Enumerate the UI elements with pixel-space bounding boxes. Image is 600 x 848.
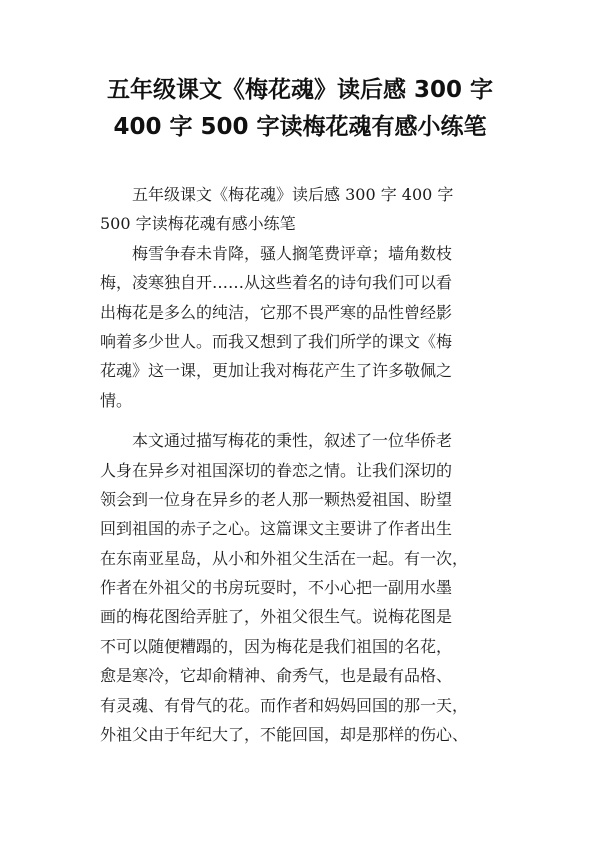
text-line: 本文通过描写梅花的秉性，叙述了一位华侨老 xyxy=(100,431,453,451)
text-line: 画的梅花图给弄脏了，外祖父很生气。说梅花图是 xyxy=(100,607,453,627)
document-title xyxy=(0,72,600,146)
paragraph-1 xyxy=(100,239,508,415)
text-line: 500 字读梅花魂有感小练笔 xyxy=(100,214,296,234)
paragraph-2 xyxy=(100,426,508,749)
text-line: 领会到一位身在异乡的老人那一颗热爱祖国、盼望 xyxy=(100,489,453,509)
text-line: 作者在外祖父的书房玩耍时，不小心把一副用水墨 xyxy=(100,578,453,598)
text-line: 回到祖国的赤子之心。这篇课文主要讲了作者出生 xyxy=(100,519,453,539)
subtitle-paragraph xyxy=(100,180,508,239)
text-line: 不可以随便糟蹋的，因为梅花是我们祖国的名花， xyxy=(100,636,453,656)
text-line: 花魂》这一课，更加让我对梅花产生了许多敬佩之 xyxy=(100,361,453,381)
text-line: 愈是寒冷，它却俞精神、俞秀气，也是最有品格、 xyxy=(100,666,453,686)
text-line: 有灵魂、有骨气的花。而作者和妈妈回国的那一天， xyxy=(100,695,469,715)
document-body xyxy=(100,180,508,749)
text-line: 在东南亚星岛，从小和外祖父生活在一起。有一次， xyxy=(100,548,469,568)
paragraph-gap xyxy=(100,415,508,426)
title-line-1: 五年级课文《梅花魂》读后感 300 字 xyxy=(106,77,494,103)
text-line: 响着多少世人。而我又想到了我们所学的课文《梅 xyxy=(100,331,453,351)
title-line-2: 400 字 500 字读梅花魂有感小练笔 xyxy=(113,114,487,140)
text-line: 情。 xyxy=(100,390,133,410)
text-line: 梅雪争春未肯降，骚人搁笔费评章；墙角数枝 xyxy=(100,243,453,263)
text-line: 五年级课文《梅花魂》读后感 300 字 400 字 xyxy=(100,185,454,204)
text-line: 人身在异乡对祖国深切的眷恋之情。让我们深切的 xyxy=(100,460,453,480)
text-line: 梅，凌寒独自开……从这些着名的诗句我们可以看 xyxy=(100,273,453,293)
text-line: 外祖父由于年纪大了，不能回国，却是那样的伤心、 xyxy=(100,725,469,745)
text-line: 出梅花是多么的纯洁，它那不畏严寒的品性曾经影 xyxy=(100,302,453,322)
